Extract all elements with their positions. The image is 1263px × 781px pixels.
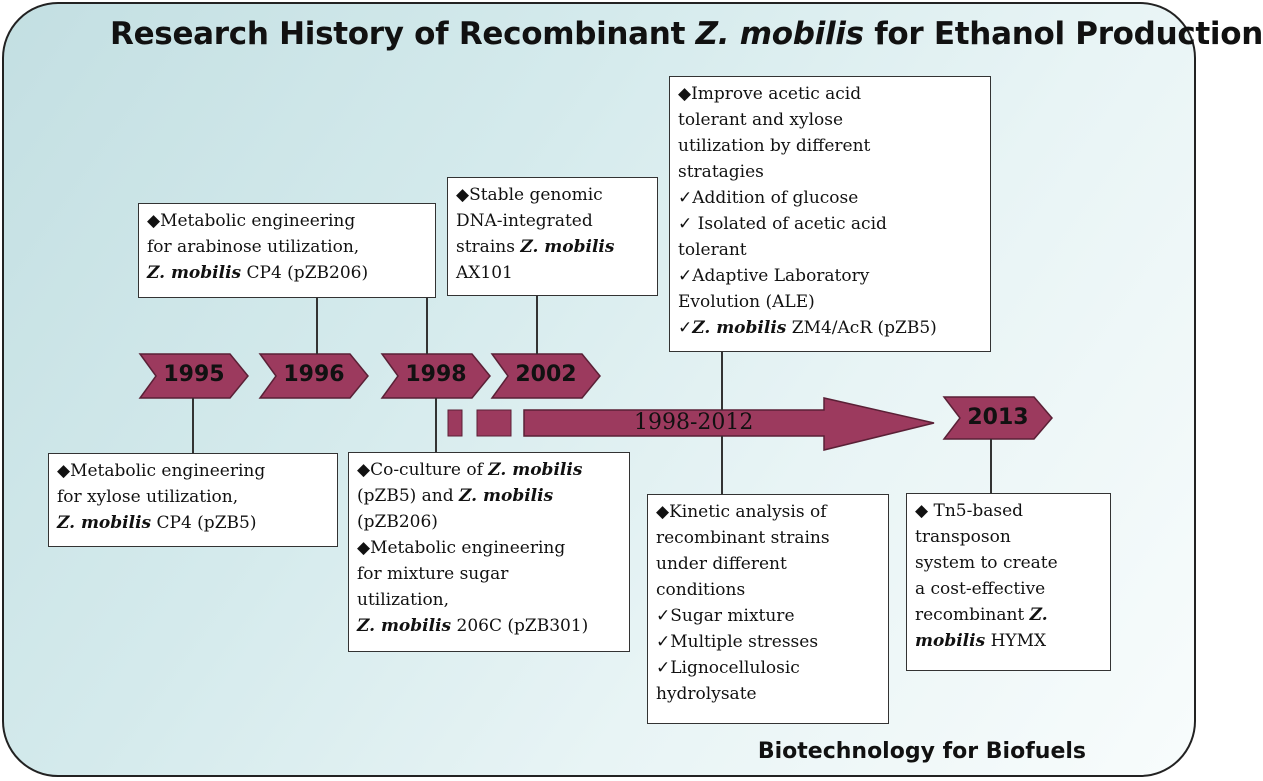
box-1995-line1: ◆Metabolic engineering bbox=[57, 461, 266, 481]
box-2013-line4: a cost-effective bbox=[915, 579, 1046, 599]
box-1996 bbox=[138, 203, 436, 298]
connector-1996-a bbox=[316, 297, 318, 354]
connector-1998 bbox=[435, 398, 437, 452]
box-range-bottom-line8: hydrolysate bbox=[656, 684, 757, 704]
box-range-bottom bbox=[647, 494, 889, 724]
box-1996-line3: Z. mobilis CP4 (pZB206) bbox=[147, 263, 369, 283]
year-label-1996: 1996 bbox=[283, 362, 345, 387]
range-block-small bbox=[448, 410, 462, 436]
year-label-2002: 2002 bbox=[515, 362, 577, 387]
box-2013-line5: recombinant Z. bbox=[915, 605, 1048, 625]
connector-1995 bbox=[192, 398, 194, 454]
box-2013 bbox=[906, 493, 1111, 671]
box-range-bottom-line7: ✓Lignocellulosic bbox=[656, 658, 800, 678]
box-1995-line3: Z. mobilis CP4 (pZB5) bbox=[57, 513, 257, 533]
title-prefix: Research History of Recombinant bbox=[110, 16, 696, 52]
box-1998-line7: Z. mobilis 206C (pZB301) bbox=[357, 616, 589, 636]
box-1998-line5: for mixture sugar bbox=[357, 564, 509, 584]
year-label-1998: 1998 bbox=[405, 362, 467, 387]
connector-2013 bbox=[990, 439, 992, 493]
box-range-top bbox=[669, 76, 991, 352]
box-range-top-line2: tolerant and xylose bbox=[678, 110, 844, 130]
box-1998-line4: ◆Metabolic engineering bbox=[357, 538, 566, 558]
box-range-top-line7: tolerant bbox=[678, 240, 747, 260]
box-1998 bbox=[348, 452, 630, 652]
box-range-bottom-line1: ◆Kinetic analysis of bbox=[656, 502, 827, 522]
connector-range-bottom bbox=[721, 436, 723, 494]
box-range-top-line3: utilization by different bbox=[678, 136, 871, 156]
box-2013-line1: ◆ Tn5-based bbox=[915, 501, 1024, 521]
connector-1996-b bbox=[426, 297, 428, 354]
box-range-bottom-line6: ✓Multiple stresses bbox=[656, 632, 819, 652]
box-1995 bbox=[48, 453, 338, 547]
box-1998-line3: (pZB206) bbox=[357, 512, 438, 532]
box-2002 bbox=[447, 177, 658, 296]
box-range-top-line4: stratagies bbox=[678, 162, 764, 182]
box-2013-line3: system to create bbox=[915, 553, 1058, 573]
connector-2002 bbox=[536, 294, 538, 354]
box-range-bottom-line5: ✓Sugar mixture bbox=[656, 606, 795, 626]
year-label-2013: 2013 bbox=[967, 405, 1029, 430]
connector-range-top bbox=[721, 351, 723, 410]
box-2013-line2: transposon bbox=[915, 527, 1011, 547]
title-species: Z. mobilis bbox=[695, 16, 864, 52]
box-range-top-line1: ◆Improve acetic acid bbox=[678, 84, 862, 104]
box-1996-line1: ◆Metabolic engineering bbox=[147, 211, 356, 231]
box-1998-line1: ◆Co-culture of Z. mobilis bbox=[357, 460, 583, 480]
year-label-1995: 1995 bbox=[163, 362, 225, 387]
box-2002-line2: DNA-integrated bbox=[456, 211, 593, 231]
box-2013-line6: mobilis HYMX bbox=[915, 631, 1047, 651]
title-suffix: for Ethanol Production bbox=[863, 16, 1263, 52]
box-range-bottom-line4: conditions bbox=[656, 580, 746, 600]
box-range-top-line6: ✓ Isolated of acetic acid bbox=[678, 214, 887, 234]
box-1996-line2: for arabinose utilization, bbox=[147, 237, 360, 257]
range-block-medium bbox=[477, 410, 511, 436]
box-range-top-line8: ✓Adaptive Laboratory bbox=[678, 266, 870, 286]
box-1998-line2: (pZB5) and Z. mobilis bbox=[357, 486, 554, 506]
box-1998-line6: utilization, bbox=[357, 590, 450, 610]
range-label: 1998-2012 bbox=[634, 410, 754, 435]
box-range-top-line9: Evolution (ALE) bbox=[678, 292, 815, 312]
box-range-top-line5: ✓Addition of glucose bbox=[678, 188, 859, 208]
box-2002-line4: AX101 bbox=[456, 263, 513, 283]
box-2002-line3: strains Z. mobilis bbox=[456, 237, 615, 257]
box-1995-line2: for xylose utilization, bbox=[57, 487, 239, 507]
box-range-bottom-line2: recombinant strains bbox=[656, 528, 830, 548]
box-range-bottom-line3: under different bbox=[656, 554, 787, 574]
timeline-panel bbox=[2, 2, 1263, 777]
box-range-top-line10: ✓Z. mobilis ZM4/AcR (pZB5) bbox=[678, 318, 937, 338]
journal-footer: Biotechnology for Biofuels bbox=[757, 739, 1086, 764]
box-2002-line1: ◆Stable genomic bbox=[456, 185, 603, 205]
